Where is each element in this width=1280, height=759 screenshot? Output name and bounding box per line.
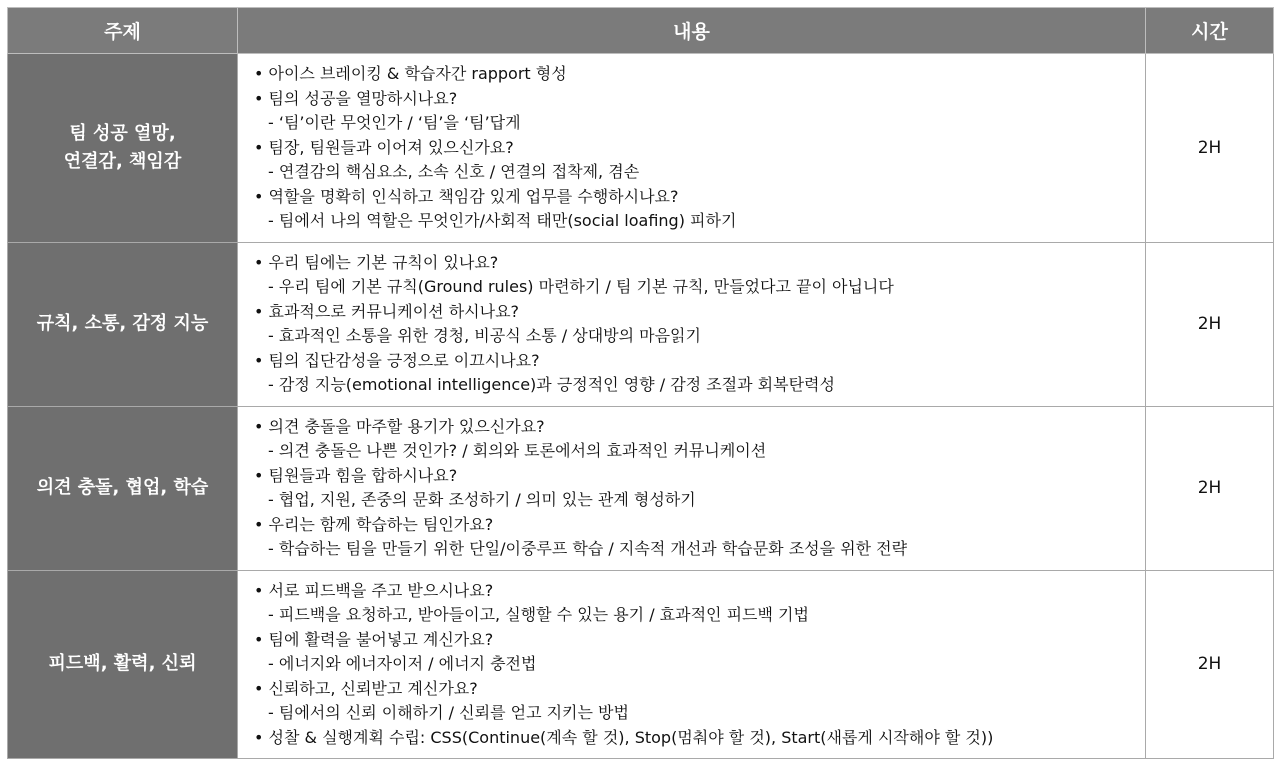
header-topic: 주제 (8, 8, 238, 54)
topic-text: 피드백, 활력, 신뢰 (48, 653, 197, 675)
time-cell: 2H (1146, 406, 1274, 570)
sub-item: - 협업, 지원, 존중의 문화 조성하기 / 의미 있는 관계 형성하기 (268, 490, 696, 509)
bullet-item: • 팀의 집단감성을 긍정으로 이끄시나요? (254, 350, 540, 370)
bullet-item: • 신뢰하고, 신뢰받고 계신가요? (254, 678, 478, 698)
topic-text: 의견 충돌, 협업, 학습 (36, 477, 209, 498)
table-body (8, 54, 1274, 759)
content-cell (238, 406, 1146, 570)
time-cell: 2H (1146, 570, 1274, 759)
content-cell (238, 54, 1146, 243)
header-content: 내용 (238, 8, 1146, 54)
sub-item: - 피드백을 요청하고, 받아들이고, 실행할 수 있는 용기 / 효과적인 피드백 기법 (268, 605, 809, 624)
bullet-item: • 팀의 성공을 열망하시나요? (254, 88, 458, 108)
content-cell (238, 242, 1146, 406)
sub-item: - 에너지와 에너자이저 / 에너지 충전법 (268, 654, 537, 673)
topic-text: 연결감, 책임감 (63, 150, 182, 172)
time-cell: 2H (1146, 54, 1274, 243)
sub-item: - 팀에서의 신뢰 이해하기 / 신뢰를 얻고 지키는 방법 (268, 703, 629, 722)
sub-item: - 팀에서 나의 역할은 무엇인가/사회적 태만(social loafing) 피하기 (268, 211, 737, 230)
topic-cell (8, 570, 238, 759)
bullet-item: • 아이스 브레이킹 & 학습자간 rapport 형성 (254, 64, 567, 83)
table-row (8, 54, 1274, 243)
topic-text: 팀 성공 열망, (69, 122, 176, 144)
table-row (8, 406, 1274, 570)
sub-item: - 우리 팀에 기본 규칙(Ground rules) 마련하기 / 팀 기본 규칙, 만들었다고 끝이 아닙니다 (268, 277, 894, 296)
sub-item: - 의견 충돌은 나쁜 것인가? / 회의와 토론에서의 효과적인 커뮤니케이션 (268, 441, 767, 460)
bullet-item: • 성찰 & 실행계획 수립: CSS(Continue(계속 할 것), Stop(멈춰야 할 것), Start(새롭게 시작해야 할 것)) (254, 727, 994, 747)
bullet-item: • 팀장, 팀원들과 이어져 있으신가요? (254, 137, 514, 157)
sub-item: - 감정 지능(emotional intelligence)과 긍정적인 영향 / 감정 조절과 회복탄력성 (268, 375, 835, 394)
topic-text: 규칙, 소통, 감정 지능 (36, 313, 209, 334)
sub-item: - 연결감의 핵심요소, 소속 신호 / 연결의 접착제, 겸손 (268, 162, 640, 181)
curriculum-table-container (7, 7, 1273, 759)
table-row (8, 242, 1274, 406)
sub-item: - ‘팀’이란 무엇인가 / ‘팀’을 ‘팀’답게 (268, 113, 521, 132)
bullet-item: • 우리는 함께 학습하는 팀인가요? (254, 514, 494, 534)
topic-cell (8, 242, 238, 406)
header-time: 시간 (1146, 8, 1274, 54)
topic-cell (8, 406, 238, 570)
header-row (8, 8, 1274, 54)
time-cell: 2H (1146, 242, 1274, 406)
curriculum-table (7, 7, 1274, 759)
bullet-item: • 팀에 활력을 불어넣고 계신가요? (254, 629, 494, 649)
bullet-item: • 효과적으로 커뮤니케이션 하시나요? (254, 301, 520, 321)
sub-item: - 효과적인 소통을 위한 경청, 비공식 소통 / 상대방의 마음읽기 (268, 326, 701, 345)
bullet-item: • 서로 피드백을 주고 받으시나요? (254, 580, 494, 600)
table-row (8, 570, 1274, 759)
content-cell (238, 570, 1146, 759)
topic-cell (8, 54, 238, 243)
sub-item: - 학습하는 팀을 만들기 위한 단일/이중루프 학습 / 지속적 개선과 학습문화 조성을 위한 전략 (268, 539, 908, 558)
bullet-item: • 우리 팀에는 기본 규칙이 있나요? (254, 252, 499, 272)
bullet-item: • 역할을 명확히 인식하고 책임감 있게 업무를 수행하시나요? (254, 186, 679, 206)
bullet-item: • 팀원들과 힘을 합하시나요? (254, 465, 458, 485)
bullet-item: • 의견 충돌을 마주할 용기가 있으신가요? (254, 416, 545, 436)
